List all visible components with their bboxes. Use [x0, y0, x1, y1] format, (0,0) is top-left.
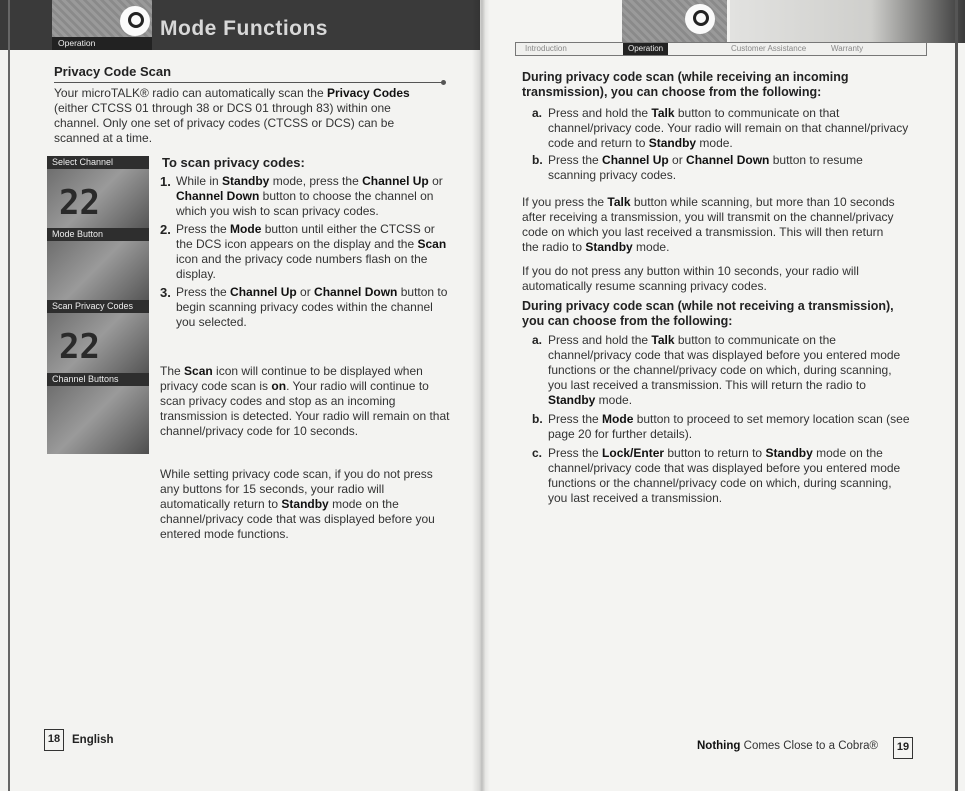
footer-tagline: Nothing Comes Close to a Cobra® — [697, 740, 879, 752]
resume-paragraph: If you do not press any button within 10 seconds, your radio will automatically resume scanning privacy codes. — [522, 264, 859, 293]
footer-language: English — [72, 734, 114, 746]
thumb-label: Select Channel — [47, 156, 149, 169]
tab-introduction: Introduction — [525, 44, 567, 53]
left-page — [0, 0, 480, 791]
thumb-scan-privacy-codes — [47, 300, 149, 381]
block1-option-b: b. Press the Channel Up or Channel Down button to resume scanning privacy codes. — [532, 153, 863, 182]
talk-paragraph: If you press the Talk button while scanning, but more than 10 seconds after receiving a transmission, you will transmit on the channel/privacy code on which you last received a transmission. This will then return the radio to Standby mode. — [522, 195, 895, 254]
right-page-edge — [955, 0, 958, 791]
book-spine-shadow — [472, 0, 490, 791]
block2-heading: During privacy code scan (while not receiving a transmission), you can choose from the following: — [522, 299, 894, 328]
lcd-display-image: 22 — [47, 313, 149, 381]
step-3: 3. Press the Channel Up or Channel Down button to begin scanning privacy codes within the channel you selected. — [160, 285, 448, 329]
scan-heading: To scan privacy codes: — [162, 155, 305, 170]
block2-option-a: a. Press and hold the Talk button to communicate on the channel/privacy code that was displayed before you entered mode functions or the channel/privacy code on which, during scanning, you last received a transmission. This will return the radio to Standby mode. — [532, 333, 901, 407]
tab-customer-assistance: Customer Assistance — [731, 44, 807, 53]
thumb-label: Mode Button — [47, 228, 149, 241]
lcd-display-image: 22 — [47, 169, 149, 237]
thumb-channel-buttons — [47, 373, 149, 454]
channel-buttons-image — [47, 386, 149, 454]
page-number-18: 18 — [44, 729, 64, 751]
block1-heading: During privacy code scan (while receiving an incoming transmission), you can choose from the following: — [522, 70, 849, 99]
mode-button-image — [47, 241, 149, 309]
step-2: 2. Press the Mode button until either the CTCSS or the DCS icon appears on the display and the Scan icon and the privacy code numbers flash on the display. — [160, 222, 447, 281]
block1 — [522, 70, 909, 183]
scan-icon-paragraph: The Scan icon will continue to be displayed when privacy code scan is on. Your radio will continue to scan privacy codes and stop as an incoming transmission is detected. Your radio will remain on that channel/privacy code for 10 seconds. — [160, 364, 450, 438]
cobra-swoosh-icon — [120, 6, 150, 36]
intro-paragraph: Your microTALK® radio can automatically scan the Privacy Codes (either CTCSS 01 through 38 or DCS 01 through 83) within one channel. Only one set of privacy codes (CTCSS or DCS) can be scanned at a time. — [54, 86, 410, 145]
section-rule — [54, 82, 444, 83]
tab-warranty: Warranty — [831, 44, 864, 53]
section-title: Privacy Code Scan — [54, 64, 172, 79]
section-rule-dot — [441, 80, 446, 85]
page-number-19: 19 — [893, 737, 913, 759]
thumb-label: Channel Buttons — [47, 373, 149, 386]
block1-option-a: a. Press and hold the Talk button to communicate on that channel/privacy code. Your radio will remain on that channel/privacy code and return to Standby mode. — [532, 106, 909, 150]
cobra-swoosh-icon — [685, 4, 715, 34]
left-page-edge — [8, 0, 10, 791]
step-1: 1. While in Standby mode, press the Channel Up or Channel Down button to choose the channel on which you wish to scan privacy codes. — [160, 174, 443, 218]
block2-option-b: b. Press the Mode button to proceed to set memory location scan (see page 20 for further details). — [532, 412, 910, 441]
thumb-label: Scan Privacy Codes — [47, 300, 149, 313]
thumb-mode-button — [47, 228, 149, 309]
thumb-select-channel — [47, 156, 149, 237]
right-header-shade — [730, 0, 965, 43]
block2-option-c: c. Press the Lock/Enter button to return to Standby mode on the channel/privacy code that was displayed before you entered mode functions or the channel/privacy code on which, during scanning, you last received a transmission. — [532, 446, 901, 505]
left-operation-tab: Operation — [52, 37, 152, 50]
timeout-paragraph: While setting privacy code scan, if you do not press any buttons for 15 seconds, your radio will automatically return to Standby mode on the channel/privacy code that was displayed before you entered mode functions. — [160, 467, 435, 541]
steps-list — [160, 174, 450, 333]
block2 — [522, 299, 910, 506]
tab-operation: Operation — [623, 43, 668, 55]
page-title: Mode Functions — [160, 17, 328, 40]
